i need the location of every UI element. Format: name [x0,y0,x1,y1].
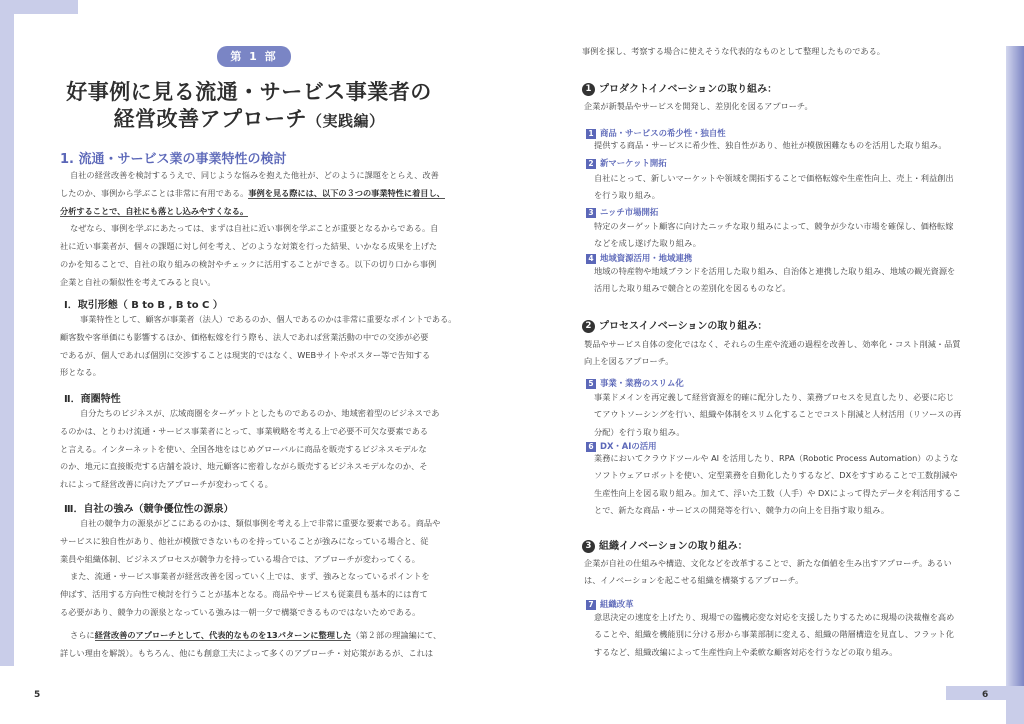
paragraph-strengths: 自社の競争力の源泉がどこにあるのかは、類似事例を考える上で非常に重要な要素である。商品や サービスに独自性があり、他社が模倣できないものを持っていることが強みになっている場合と、従 業員や組織体制、ビジネスプロセスが競争力を持っている場合では、アプローチが変わってくる。 また、流通・サービス事業者が経営改善を図っていく上では、まず、強みとなっているポイントを 伸ばす、活用する方向性で検討を行うことが基本となる。商品やサービスも従業員も基本的には育て る必要があり、競争力の源泉となっている強みは一朝一夕で構築できるものではないためである。 [60,518,441,617]
number-box-icon: 7 [586,600,596,610]
number-circle-icon: 3 [582,540,595,553]
item-7-title: 7 組織改革 [586,598,634,610]
paragraph-transaction-type: 事業特性として、顧客が事業者（法人）であるのか、個人であるのかは非常に重要なポイントである。 顧客数や客単価にも影響するほか、価格転嫁を行う際も、法人であれば営業活動の中での交渉が必要 であるが、個人であれば個別に交渉することは現実的ではなく、WEBサイトやポスター等で告知する 形となる。 [60,314,457,378]
item-2-desc: 自社にとって、新しいマーケットや領域を開拓することで価格転嫁や生産性向上、売上・利益創出 を行う取り組み。 [594,173,954,201]
number-circle-icon: 1 [582,83,595,96]
heading-market-area: Ⅱ．商圏特性 [64,394,121,405]
right-page [512,0,1006,724]
heading-transaction-type: Ⅰ．取引形態（ B to B , B to C ） [64,300,223,311]
number-box-icon: 6 [586,442,596,452]
item-5-title: 5 事業・業務のスリム化 [586,377,684,389]
number-box-icon: 1 [586,129,596,139]
section-heading: 1. 流通・サービス業の事業特性の検討 [60,152,287,167]
item-4-title: 4 地域資源活用・地域連携 [586,252,692,264]
number-box-icon: 5 [586,379,596,389]
page-number-left: 5 [34,690,41,700]
decor-band-corner [1006,700,1024,724]
closing-paragraph: さらに経営改善のアプローチとして、代表的なものを13パターンに整理した（第２部の理論編にて、 詳しい理由を解説）。もちろん、他にも創意工夫によって多くのアプローチ・対応策があるが、これは [60,630,442,658]
left-page [14,0,512,724]
continued-text: 事例を探し、考察する場合に使えそうな代表的なものとして整理したものである。 [582,46,885,56]
item-1-title: 1 商品・サービスの希少性・独自性 [586,127,726,139]
part-badge: 第 1 部 [217,46,291,67]
paragraph-market-area: 自分たちのビジネスが、広域商圏をターゲットとしたものであるのか、地域密着型のビジネスであ るのかは、とりわけ流通・サービス事業者にとって、事業戦略を考える上で必要不可欠な要素である と言える。インターネットを使い、全国各地をはじめグローバルに商品を販売するビジネスモデルな のか、地元に直接販売する店舗を設け、地元顧客に密着しながら販売するビジネスモデルなのか、そ れによって経営改善に向けたアプローチが変わってくる。 [60,408,440,490]
heading-organization-innovation: 3 組織イノベーションの取り組み： [582,537,748,553]
number-circle-icon: 2 [582,320,595,333]
item-4-desc: 地域の特産物や地域ブランドを活用した取り組み、自治体と連携した取り組み、地域の観光資源を 活用した取り組みで競合との差別化を図るものなど。 [594,266,956,294]
number-box-icon: 3 [586,208,596,218]
process-innovation-desc: 製品やサービス自体の変化ではなく、それらの生産や流通の過程を改善し、効率化・コスト削減・品質 向上を図るアプローチ。 [584,339,961,367]
heading-process-innovation: 2 プロセスイノベーションの取り組み： [582,317,767,333]
page-number-right: 6 [982,690,989,700]
heading-strengths: Ⅲ．自社の強み（競争優位性の源泉） [64,504,234,515]
item-2-title: 2 新マーケット開拓 [586,157,667,169]
decor-band-left [0,14,14,666]
product-innovation-desc: 企業が新製品やサービスを開発し、差別化を図るアプローチ。 [584,101,813,111]
intro-paragraph: 自社の経営改善を検討するうえで、同じような悩みを抱えた他社が、どのように課題をとらえ、改善 したのか、事例から学ぶことは非常に有用である。事例を見る際には、以下の３つの事業特性に着目し、 分析することで、自社にも落とし込みやすくなる。 なぜなら、事例を学ぶにあたっては、まずは自社に近い事例を学ぶことが重要となるからである。自 社に近い事業者が、個々の課題に対し何を考え、どのような対策を行った結果、いかなる成果を上げた のかを知ることで、自社の取り組みの検討やチェックに活用することができる。以下の切り口から事例 企業と自社の類似性を考えてみると良い。 [60,170,445,287]
decor-band-right [1006,46,1024,686]
item-3-desc: 特定のターゲット顧客に向けたニッチな取り組みによって、競争が少ない市場を確保し、価格転嫁 などを成し遂げた取り組み。 [594,221,954,249]
item-7-desc: 意思決定の速度を上げたり、現場での臨機応変な対応を支援したりするために現場の決裁権を高め ることや、組織を機能別に分ける形から事業部制に変える、組織の階層構造を見直し、フラット化 するなど、組織改編によって生産性向上や柔軟な顧客対応を行うなどの取り組み。 [594,612,955,657]
item-1-desc: 提供する商品・サービスに希少性、独自性があり、他社が模倣困難なものを活用した取り組み。 [594,140,947,150]
heading-product-innovation: 1 プロダクトイノベーションの取り組み： [582,80,777,96]
number-box-icon: 2 [586,159,596,169]
number-box-icon: 4 [586,254,596,264]
page-title-line2: 経営改善アプローチ（実践編） [113,107,385,131]
organization-innovation-desc: 企業が自社の仕組みや構造、文化などを改革することで、新たな価値を生み出すアプローチ。あるい は、イノベーションを起こせる組織を構築するアプローチ。 [584,558,952,586]
item-6-desc: 業務においてクラウドツールや AI を活用したり、RPA（Robotic Process Automation）のような ソフトウェアロボットを使い、定型業務を自動化したりするなど、DXをすすめることで工数削減や 生産性向上を図る取り組み。加えて、浮いた工数（人手）や DXによって得たデータを利活用するこ とで、新たな商品・サービスの開発等を行い、競争力の向上を目指す取り組み。 [594,453,961,516]
page-title-line1: 好事例に見る流通・サービス事業者の [66,80,432,104]
item-5-desc: 事業ドメインを再定義して経営資源を的確に配分したり、業務プロセスを見直したり、必要に応じ てアウトソーシングを行い、組織や体制をスリム化することでコスト削減と人材活用（リソースの再 分配）を行う取り組み。 [594,392,962,437]
item-3-title: 3 ニッチ市場開拓 [586,206,658,218]
item-6-title: 6 DX・AIの活用 [586,440,657,452]
